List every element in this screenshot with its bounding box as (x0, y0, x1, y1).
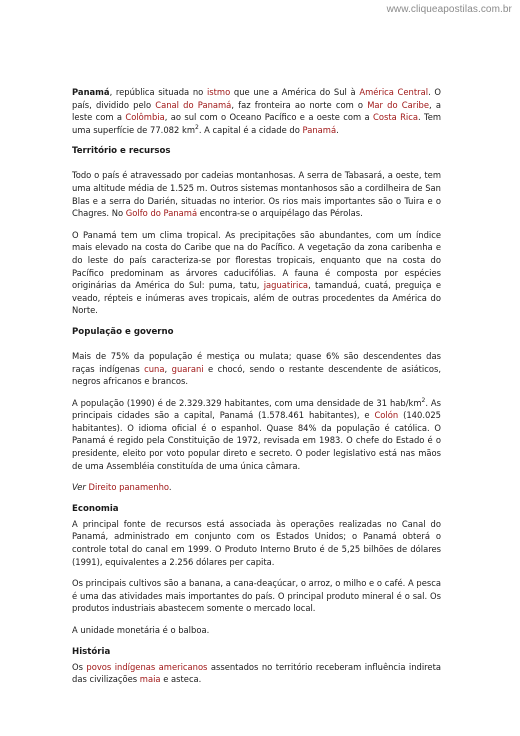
populacao-paragraph-1: Mais de 75% da população é mestiça ou mulata; quase 6% são descendentes das raças indígenas cuna, guarani e chocó, sendo o restante descendente de asiáticos, negros africanos e brancos. (72, 350, 441, 387)
territorio-paragraph-1: Todo o país é atravessado por cadeias montanhosas. A serra de Tabasará, a oeste, tem uma altitude média de 1.525 m. Outros sistemas montanhosos são a cordilheira de San Blas e a serra do Darién, situadas no interior. Os rios mais importantes são o Tuira e o Chagres. No Golfo do Panamá encontra-se o arquipélago das Pérolas. (72, 170, 441, 219)
populacao-paragraph-2: A população (1990) é de 2.329.329 habitantes, com uma densidade de 31 hab/$km^2$. As principais cidades são a capital, Panamá (1.578.461 habitantes), e Colón (140.025 habitantes). O idioma oficial é o espanhol. Quase 84% da população é católica. O Panamá é regido pela Constituição de 1972, revisada em 1983. O chefe do Estado é o presidente, eleito por voto popular direto e secreto. O poder legislativo está nas mãos de uma Assembléia constituída de uma única câmara. (72, 396, 441, 471)
site-url[interactable]: www.cliqueapostilas.com.br (386, 4, 512, 15)
link-golfo-do-panama[interactable]: Golfo do Panamá (125, 208, 198, 219)
link-mar-do-caribe[interactable]: Mar do Caribe (367, 99, 430, 110)
link-jaguatirica[interactable]: jaguatirica (263, 280, 309, 291)
link-colon[interactable]: Colón (374, 410, 399, 421)
see-also: Ver Direito panamenho. (72, 482, 172, 493)
link-america-central[interactable]: América Central (359, 87, 429, 97)
link-canal-do-panama[interactable]: Canal do Panamá (155, 99, 232, 110)
link-cuna[interactable]: cuna (144, 363, 165, 374)
economia-paragraph-2: Os principais cultivos são a banana, a cana-deaçúcar, o arroz, o milho e o café. A pesca é uma das atividades mais importantes do país. O principal produto mineral é o sal. Os produtos industriais abastecem somente o mercado local. (72, 578, 441, 614)
heading-territorio: Território e recursos (72, 146, 171, 157)
economia-paragraph-3: A unidade monetária é o balboa. (72, 625, 210, 635)
heading-populacao: População e governo (72, 326, 174, 337)
link-guarani[interactable]: guarani (171, 363, 204, 374)
intro-paragraph: Panamá, república situada no istmo que une a América do Sul à América Central. O país, dividido pelo Canal do Panamá, faz fronteira ao norte com o Mar do Caribe, a leste com a Colômbia, ao sul com o Oceano Pacífico e a oeste com a Costa Rica. Tem uma superfície de 77.082 $km^2$. A capital é a cidade do Panamá. (72, 87, 442, 135)
link-direito-panamenho[interactable]: Direito panamenho (88, 482, 169, 493)
historia-paragraph-1: Os povos indígenas americanos assentados no território receberam influência indireta das civilizações maia e asteca. (72, 661, 441, 685)
link-colombia[interactable]: Colômbia (125, 112, 165, 123)
link-panama-city[interactable]: Panamá (302, 124, 337, 135)
link-povos-indigenas[interactable]: povos indígenas americanos (86, 661, 208, 672)
article-content (72, 86, 441, 695)
heading-historia: História (72, 646, 111, 657)
link-istmo[interactable]: istmo (206, 87, 231, 97)
link-costa-rica[interactable]: Costa Rica (372, 112, 418, 123)
territorio-paragraph-2: O Panamá tem um clima tropical. As precipitações são abundantes, com um índice mais elevado na costa do Caribe que na do Pacífico. A vegetação da zona caribenha e do leste do país caracteriza-se por florestas tropicais, enquanto que na costa do Pacífico predominam as árvores caducifólias. A fauna é composta por espécies originárias da América do Sul: puma, tatu, jaguatirica, tamanduá, cuatá, preguiça e veado, répteis e inúmeras aves tropicais, além de outras procedentes da América do Norte. (72, 229, 441, 316)
link-maia[interactable]: maia (139, 674, 161, 685)
economia-paragraph-1: A principal fonte de recursos está associada às operações realizadas no Canal do Panamá, administrado em conjunto com os Estados Unidos; o Panamá obterá o controle total do canal em 1999. O Produto Interno Bruto é de 5,25 bilhões de dólares (1991), equivalentes a 2.256 dólares per capita. (72, 518, 441, 567)
article-title: Panamá (72, 87, 110, 97)
heading-economia: Economia (72, 503, 119, 514)
